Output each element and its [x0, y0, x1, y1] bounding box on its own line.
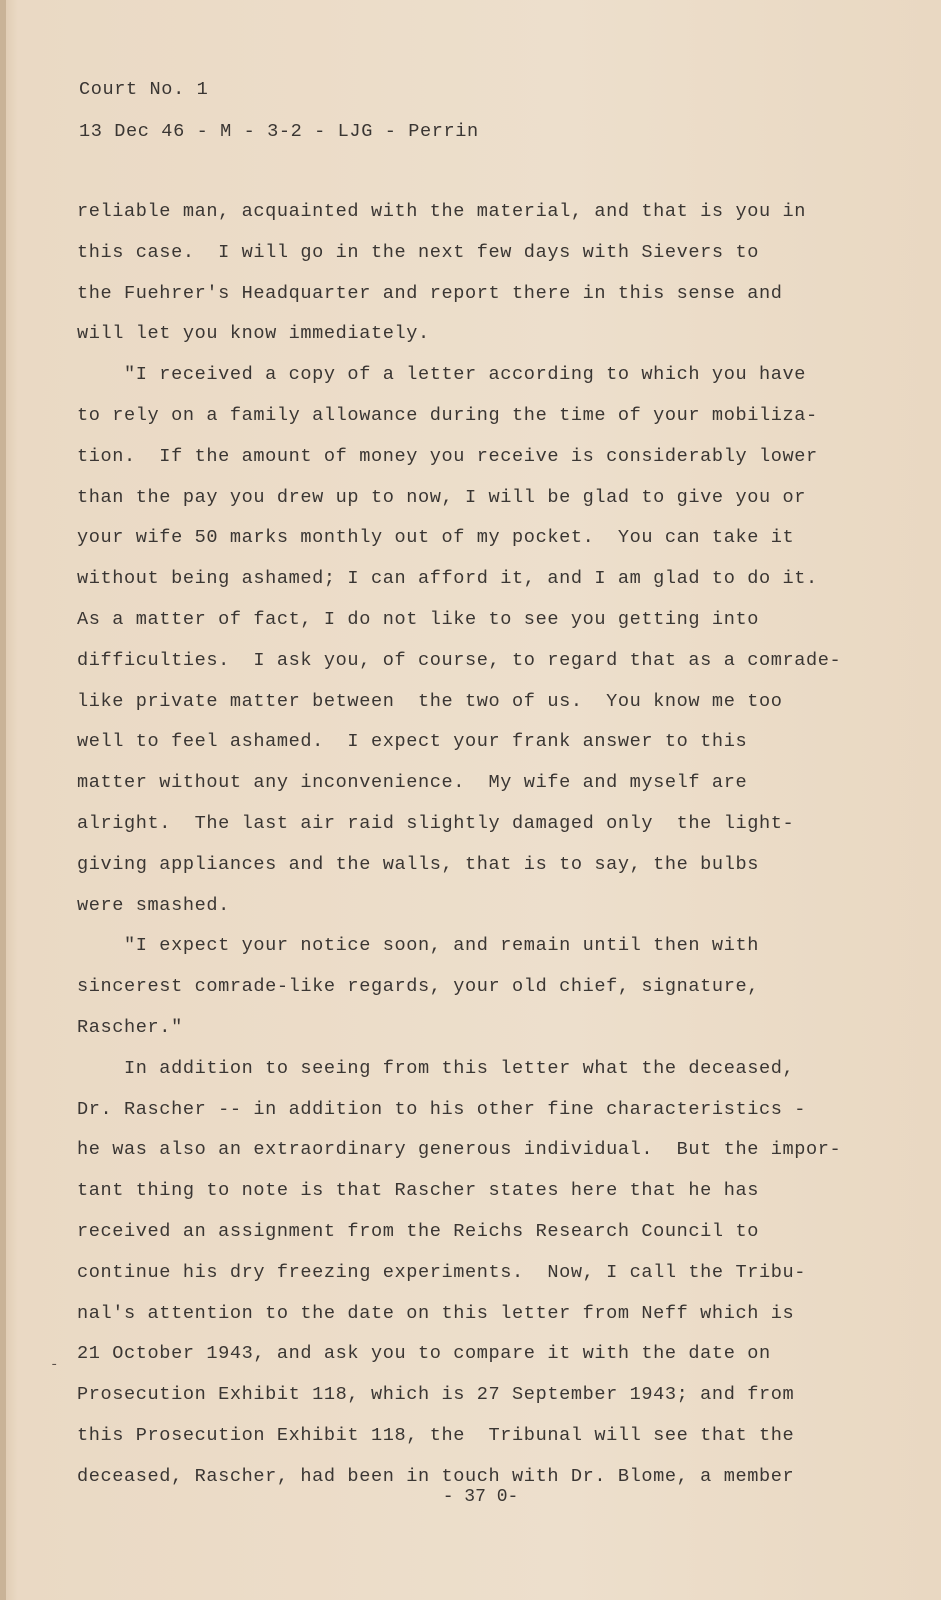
transcript-line: he was also an extraordinary generous individual. But the impor- — [77, 1139, 842, 1160]
transcript-line: tant thing to note is that Rascher states here that he has — [77, 1180, 759, 1201]
transcript-line: received an assignment from the Reichs Research Council to — [77, 1221, 759, 1242]
transcript-line: the Fuehrer's Headquarter and report there in this sense and — [77, 283, 783, 304]
transcript-line: As a matter of fact, I do not like to see you getting into — [77, 609, 759, 630]
transcript-line: to rely on a family allowance during the time of your mobiliza- — [77, 405, 818, 426]
page-number: - 37 0- — [442, 1487, 519, 1507]
transcript-line: tion. If the amount of money you receive is considerably lower — [77, 446, 818, 467]
session-info: 13 Dec 46 - M - 3-2 - LJG - Perrin — [79, 121, 479, 142]
transcript-line: alright. The last air raid slightly damaged only the light- — [77, 813, 795, 834]
transcript-line: reliable man, acquainted with the material, and that is you in — [77, 201, 806, 222]
transcript-line: nal's attention to the date on this letter from Neff which is — [77, 1303, 795, 1324]
transcript-line: matter without any inconvenience. My wife and myself are — [77, 772, 748, 793]
transcript-line: Prosecution Exhibit 118, which is 27 September 1943; and from — [77, 1384, 795, 1405]
transcript-line: 21 October 1943, and ask you to compare it with the date on — [77, 1343, 771, 1364]
transcript-line: like private matter between the two of us. You know me too — [77, 691, 783, 712]
transcript-line: difficulties. I ask you, of course, to regard that as a comrade- — [77, 650, 842, 671]
transcript-line: deceased, Rascher, had been in touch with Dr. Blome, a member — [77, 1466, 795, 1487]
transcript-line: this case. I will go in the next few days with Sievers to — [77, 242, 759, 263]
transcript-line: were smashed. — [77, 895, 230, 916]
transcript-line: "I received a copy of a letter according to which you have — [77, 364, 806, 385]
margin-dash: - — [50, 1357, 59, 1373]
transcript-line: sincerest comrade-like regards, your old chief, signature, — [77, 976, 759, 997]
transcript-line: will let you know immediately. — [77, 323, 430, 344]
transcript-line: this Prosecution Exhibit 118, the Tribunal will see that the — [77, 1425, 795, 1446]
transcript-line: well to feel ashamed. I expect your frank answer to this — [77, 731, 748, 752]
transcript-line: giving appliances and the walls, that is to say, the bulbs — [77, 854, 759, 875]
transcript-line: without being ashamed; I can afford it, and I am glad to do it. — [77, 568, 818, 589]
transcript-line: continue his dry freezing experiments. Now, I call the Tribu- — [77, 1262, 806, 1283]
transcript-line: your wife 50 marks monthly out of my pocket. You can take it — [77, 527, 795, 548]
transcript-line: Dr. Rascher -- in addition to his other fine characteristics - — [77, 1099, 806, 1120]
transcript-line: Rascher." — [77, 1017, 183, 1038]
transcript-line: "I expect your notice soon, and remain until then with — [77, 935, 759, 956]
court-number: Court No. 1 — [79, 79, 209, 100]
transcript-line: than the pay you drew up to now, I will be glad to give you or — [77, 487, 806, 508]
transcript-line: In addition to seeing from this letter what the deceased, — [77, 1058, 795, 1079]
page-edge — [0, 0, 6, 1600]
